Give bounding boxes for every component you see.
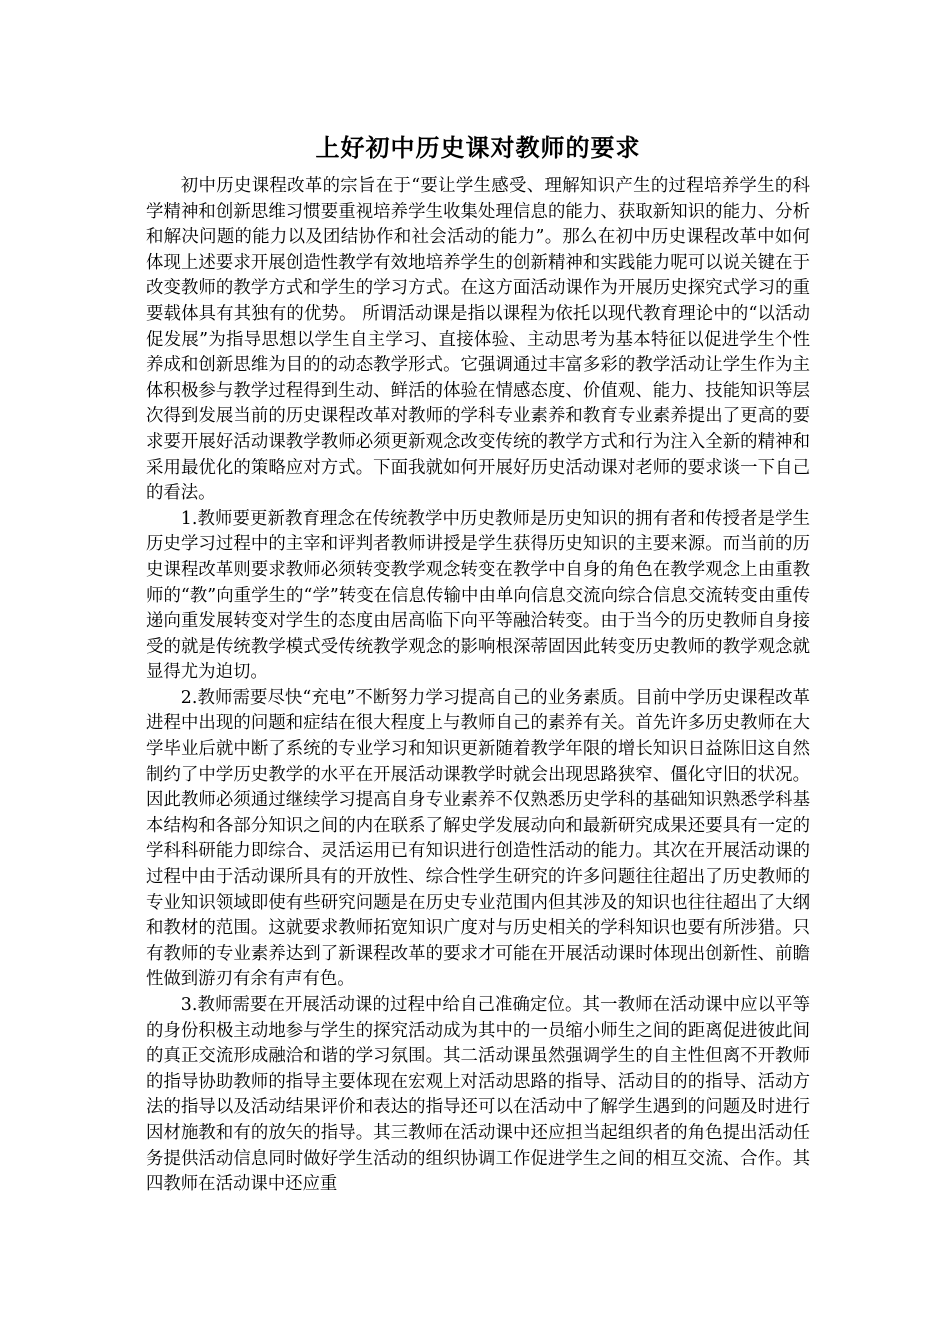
paragraph-point-1: 1.教师要更新教育理念在传统教学中历史教师是历史知识的拥有者和传授者是学生历史学习过程中的主宰和评判者教师讲授是学生获得历史知识的主要来源。而当前的历史课程改革则要求教师必须转变教学观念转变在教学中自身的角色在教学观念上由重教师的“教”向重学生的“学”转变在信息传输中由单向信息交流向综合信息交流转变由重传递向重发展转变对学生的态度由居高临下向平等融洽转变。由于当今的历史教师自身接受的就是传统教学模式受传统教学观念的影响根深蒂固因此转变历史教师的教学观念就显得尤为迫切。 xyxy=(146,508,810,683)
document-page xyxy=(146,128,810,1198)
paragraph-intro: 初中历史课程改革的宗旨在于“要让学生感受、理解知识产生的过程培养学生的科学精神和创新思维习惯要重视培养学生收集处理信息的能力、获取新知识的能力、分析和解决问题的能力以及团结协作和社会活动的能力”。那么在初中历史课程改革中如何体现上述要求开展创造性教学有效地培养学生的创新精神和实践能力呢可以说关键在于改变教师的教学方式和学生的学习方式。在这方面活动课作为开展历史探究式学习的重要载体具有其独有的优势。 所谓活动课是指以课程为依托以现代教育理论中的“以活动促发展”为指导思想以学生自主学习、直接体验、主动思考为基本特征以促进学生个性养成和创新思维为目的的动态教学形式。它强调通过丰富多彩的教学活动让学生作为主体积极参与教学过程得到生动、鲜活的体验在情感态度、价值观、能力、技能知识等层次得到发展当前的历史课程改革对教师的学科专业素养和教育专业素养提出了更高的要求要开展好活动课教学教师必须更新观念改变传统的教学方式和行为注入全新的精神和采用最优化的策略应对方式。下面我就如何开展好历史活动课对老师的要求谈一下自己的看法。 xyxy=(146,176,810,504)
paragraph-point-3: 3.教师需要在开展活动课的过程中给自己准确定位。其一教师在活动课中应以平等的身份积极主动地参与学生的探究活动成为其中的一员缩小师生之间的距离促进彼此间的真正交流形成融洽和谐的学习氛围。其二活动课虽然强调学生的自主性但离不开教师的指导协助教师的指导主要体现在宏观上对活动思路的指导、活动目的的指导、活动方法的指导以及活动结果评价和表达的指导还可以在活动中了解学生遇到的问题及时进行因材施教和有的放矢的指导。其三教师在活动课中还应担当起组织者的角色提出活动任务提供活动信息同时做好学生活动的组织协调工作促进学生之间的相互交流、合作。其四教师在活动课中还应重 xyxy=(146,995,810,1195)
paragraph-point-2: 2.教师需要尽快“充电”不断努力学习提高自己的业务素质。目前中学历史课程改革进程中出现的问题和症结在很大程度上与教师自己的素养有关。首先许多历史教师在大学毕业后就中断了系统的专业学习和知识更新随着教学年限的增长知识日益陈旧这自然制约了中学历史教学的水平在开展活动课教学时就会出现思路狭窄、僵化守旧的状况。因此教师必须通过继续学习提高自身专业素养不仅熟悉历史学科的基础知识熟悉学科基本结构和各部分知识之间的内在联系了解史学发展动向和最新研究成果还要具有一定的学科科研能力即综合、灵活运用已有知识进行创造性活动的能力。其次在开展活动课的过程中由于活动课所具有的开放性、综合性学生研究的许多问题往往超出了历史教师的专业知识领域即使有些研究问题是在历史专业范围内但其涉及的知识也往往超出了大纲和教材的范围。这就要求教师拓宽知识广度对与历史相关的学科知识也要有所涉猎。只有教师的专业素养达到了新课程改革的要求才可能在开展活动课时体现出创新性、前瞻性做到游刃有余有声有色。 xyxy=(146,687,810,990)
document-title: 上好初中历史课对教师的要求 xyxy=(315,133,641,162)
